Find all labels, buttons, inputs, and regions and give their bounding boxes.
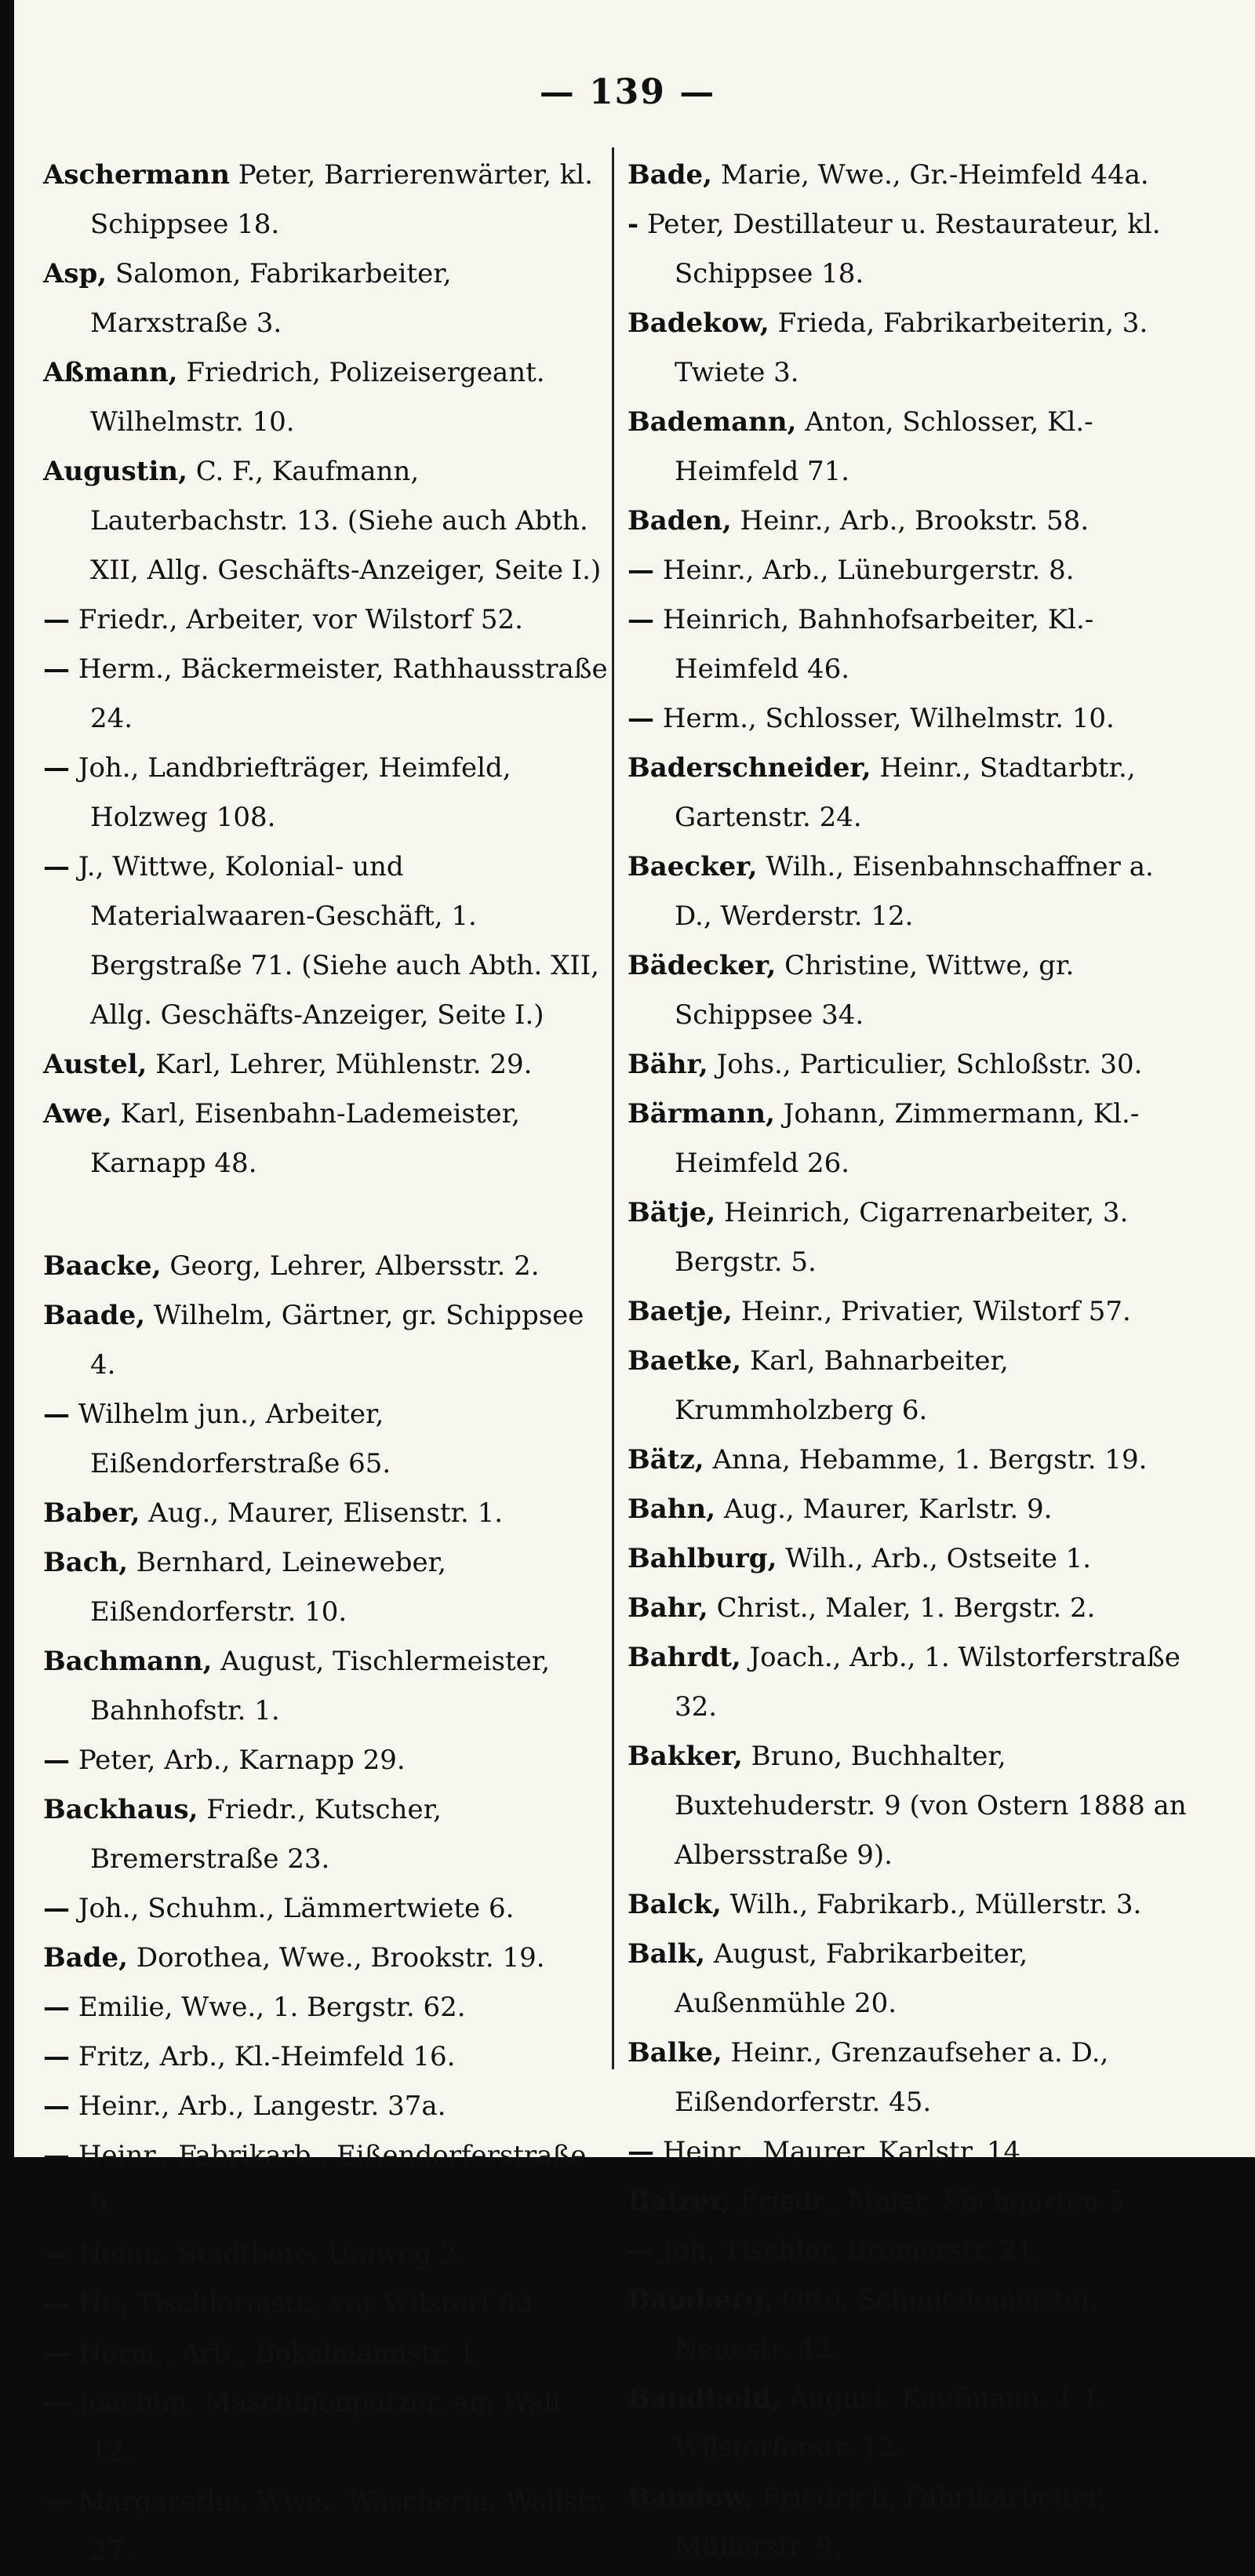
entry-surname: —: [43, 653, 70, 685]
entry-surname: —: [628, 2136, 654, 2167]
directory-entry: [628, 1584, 1192, 1633]
directory-entry: [628, 2374, 1192, 2473]
entry-details: Friedrich, Fabrikarbeiter, Müllerstr. 9.: [675, 2482, 1107, 2563]
entry-surname: Badekow,: [628, 307, 769, 339]
directory-entry: [628, 1880, 1192, 1930]
directory-entry: [628, 2177, 1192, 2226]
directory-entry: [43, 2131, 608, 2230]
entry-details: Karl, Bahnarbeiter, Krummholzberg 6.: [675, 1345, 1009, 1426]
entry-surname: Bätje,: [628, 1197, 716, 1228]
entry-details: Wilh., Fabrikarb., Müllerstr. 3.: [729, 1889, 1142, 1920]
entry-details: Bernhard, Leineweber, Eißendorferstr. 10.: [90, 1547, 446, 1628]
entry-surname: —: [43, 2338, 70, 2369]
entry-details: Wilh., Eisenbahnschaffner a. D., Werderstr. 12.: [675, 851, 1154, 932]
entry-details: Friedr., Kutscher, Bremerstraße 23.: [90, 1794, 442, 1875]
directory-entry: [628, 595, 1192, 694]
entry-details: Heinrich, Bahnhofsarbeiter, Kl.-Heimfeld 46.: [662, 604, 1094, 685]
entry-surname: —: [43, 2041, 70, 2072]
directory-entry: [43, 1934, 608, 1983]
entry-details: Christine, Wittwe, gr. Schippsee 34.: [675, 950, 1075, 1031]
directory-entry: [43, 2329, 608, 2378]
entry-surname: Awe,: [43, 1098, 112, 1130]
entry-surname: Baacke,: [43, 1250, 162, 1282]
directory-entry: [43, 447, 608, 595]
entry-details: Herm., Schlosser, Wilhelmstr. 10.: [662, 703, 1115, 734]
entry-details: Peter, Arb., Karnapp 29.: [78, 1745, 406, 1776]
entry-surname: —: [628, 703, 654, 734]
entry-surname: Bätz,: [628, 1444, 704, 1475]
directory-entry: [43, 1390, 608, 1489]
page-number: — 139 —: [539, 72, 716, 112]
entry-details: Herm., Arb., Bokelmannstr. 1.: [78, 2338, 484, 2369]
entry-surname: Baade,: [43, 1300, 146, 1331]
entry-surname: Bandow,: [628, 2482, 754, 2513]
entry-details: Hr., Tischlermstr., vor Wilstorf 83.: [78, 2288, 542, 2319]
directory-entry: [628, 1633, 1192, 1732]
entry-details: Friedrich, Polizeisergeant. Wilhelmstr. 10.: [90, 357, 545, 438]
entry-details: Heinr., Fabrikarb., Eißendorferstraße 9.: [78, 2140, 587, 2221]
entry-surname: —: [628, 2235, 654, 2266]
entry-surname: Bamberg,: [628, 2284, 773, 2316]
directory-entry: [628, 1732, 1192, 1880]
entry-details: August, Fabrikarbeiter, Außenmühle 20.: [675, 1938, 1028, 2019]
directory-entry: [628, 2276, 1192, 2374]
entry-details: Heinrich, Cigarrenarbeiter, 3. Bergstr. 5.: [675, 1197, 1129, 1278]
entry-surname: Baber,: [43, 1497, 140, 1529]
directory-entry: [43, 842, 608, 1040]
directory-entry: [43, 1538, 608, 1637]
directory-entry: [43, 2082, 608, 2131]
entry-surname: Aßmann,: [43, 357, 178, 388]
entry-details: Margarethe, Wwe., Wäscherin, Wallstr. 27.: [78, 2486, 607, 2567]
entry-surname: —: [43, 851, 70, 882]
entry-details: Joh., Landbriefträger, Heimfeld, Holzweg 108.: [78, 752, 511, 833]
directory-entry: [628, 1090, 1192, 1188]
entry-surname: Baden,: [628, 505, 732, 537]
entry-details: Joach., Arb., 1. Wilstorferstraße 32.: [675, 1642, 1180, 1723]
entry-details: Georg, Lehrer, Albersstr. 2.: [169, 1250, 540, 1282]
entry-surname: Bakker,: [628, 1741, 743, 1772]
entry-surname: Bärmann,: [628, 1098, 775, 1130]
right-column: [628, 151, 1192, 2572]
entry-surname: Balk,: [628, 1938, 706, 1970]
entry-surname: Baetje,: [628, 1296, 733, 1327]
entry-details: Aug., Maurer, Karlstr. 9.: [723, 1494, 1053, 1525]
entry-details: August, Tischlermeister, Bahnhofstr. 1.: [90, 1646, 551, 1726]
directory-entry: [628, 1287, 1192, 1337]
entry-details: Otto, Schmiedemeister, Neuestr. 42.: [675, 2284, 1099, 2365]
entry-details: Heinr., Arb., Brookstr. 58.: [740, 505, 1089, 537]
entry-details: Christ., Maler, 1. Bergstr. 2.: [716, 1592, 1096, 1624]
entry-surname: —: [43, 1399, 70, 1430]
entry-surname: Bade,: [43, 1942, 129, 1974]
entry-details: Joh., Schuhm., Lämmertwiete 6.: [78, 1893, 515, 1924]
directory-entry: [628, 1485, 1192, 1534]
entry-details: Karl, Eisenbahn-Lademeister, Karnapp 48.: [90, 1098, 520, 1179]
entry-surname: Bach,: [43, 1547, 129, 1578]
directory-entry: [43, 1736, 608, 1785]
directory-entry: [628, 1188, 1192, 1287]
entry-surname: —: [628, 555, 654, 586]
entry-surname: Bademann,: [628, 406, 797, 438]
directory-entry: [43, 2230, 608, 2279]
directory-entry: [43, 595, 608, 645]
directory-entry: [43, 2032, 608, 2082]
entry-details: Anton, Schlosser, Kl.-Heimfeld 71.: [675, 406, 1093, 487]
directory-entry: [628, 497, 1192, 546]
entry-details: Friedr., Maler, Küchgarten 5.: [739, 2185, 1134, 2217]
directory-entry: [628, 694, 1192, 744]
directory-entry: [43, 744, 608, 842]
directory-entry: [628, 2473, 1192, 2572]
directory-entry: [43, 645, 608, 744]
entry-surname: Bädecker,: [628, 950, 777, 981]
entry-surname: Bandhold,: [628, 2383, 781, 2414]
entry-details: Emilie, Wwe., 1. Bergstr. 62.: [78, 1992, 466, 2023]
directory-entry: [628, 2127, 1192, 2177]
directory-entry: [43, 1291, 608, 1390]
entry-surname: Asp,: [43, 258, 107, 289]
directory-entry: [43, 151, 608, 249]
entry-surname: Balck,: [628, 1889, 722, 1920]
entry-details: Johann, Zimmermann, Kl.-Heimfeld 26.: [675, 1098, 1140, 1179]
directory-entry: [628, 151, 1192, 200]
entry-surname: Baecker,: [628, 851, 758, 882]
directory-entry: [628, 398, 1192, 497]
directory-entry: [628, 2028, 1192, 2127]
entry-surname: —: [43, 2387, 70, 2418]
entry-surname: —: [628, 604, 654, 635]
entry-details: J., Wittwe, Kolonial- und Materialwaaren-Geschäft, 1. Bergstraße 71. (Siehe auch Abth. XII, Allg. Geschäfts-Anzeiger, Seite I.): [78, 851, 599, 1031]
entry-surname: —: [43, 604, 70, 635]
entry-surname: Baderschneider,: [628, 752, 871, 784]
entry-surname: —: [43, 2090, 70, 2122]
entry-details: Aug., Maurer, Elisenstr. 1.: [148, 1497, 504, 1529]
directory-entry: [628, 2226, 1192, 2276]
directory-entry: [43, 2279, 608, 2329]
entry-surname: Bahrdt,: [628, 1642, 741, 1673]
entry-surname: Bähr,: [628, 1049, 708, 1080]
directory-entry: [43, 1884, 608, 1934]
entry-details: Johs., Particulier, Schloßstr. 30.: [716, 1049, 1143, 1080]
directory-entry: [43, 1489, 608, 1538]
entry-surname: —: [43, 1992, 70, 2023]
directory-entry: [628, 546, 1192, 595]
entry-surname: —: [43, 1893, 70, 1924]
directory-entry: [628, 299, 1192, 398]
entry-details: Heinr., Stadtarbtr., Gartenstr. 24.: [675, 752, 1136, 833]
entry-details: Heinr., Privatier, Wilstorf 57.: [740, 1296, 1131, 1327]
entry-details: Joachim, Maschinenputzer, am Wall 12.: [78, 2387, 561, 2468]
directory-entry: [43, 249, 608, 348]
entry-details: Heinr., Grenzaufseher a. D., Eißendorferstr. 45.: [675, 2037, 1109, 2118]
entry-surname: Austel,: [43, 1049, 147, 1080]
entry-details: August, Kaufmann, 1 1. Wilstorferstr. 12.: [675, 2383, 1108, 2464]
entry-details: Peter, Destillateur u. Restaurateur, kl. Schippsee 18.: [646, 209, 1161, 289]
entry-details: C. F., Kaufmann, Lauterbachstr. 13. (Siehe auch Abth. XII, Allg. Geschäfts-Anzeiger, Seite I.): [90, 456, 602, 586]
page-edge-shadow: [0, 0, 14, 2157]
entry-details: Fritz, Arb., Kl.-Heimfeld 16.: [78, 2041, 456, 2072]
entry-details: Wilh., Arb., Ostseite 1.: [785, 1543, 1092, 1574]
entry-surname: —: [43, 2239, 70, 2270]
entry-surname: -: [628, 209, 639, 240]
entry-surname: Augustin,: [43, 456, 187, 487]
directory-entry: [43, 1983, 608, 2032]
entry-details: Heinr., Arb., Lüneburgerstr. 8.: [662, 555, 1075, 586]
directory-entry: [43, 1040, 608, 1090]
directory-entry: [628, 1337, 1192, 1435]
entry-surname: —: [43, 2486, 70, 2517]
entry-details: Heinr., Arb., Langestr. 37a.: [78, 2090, 446, 2122]
entry-surname: Balzer,: [628, 2185, 731, 2217]
entry-surname: —: [43, 1745, 70, 1776]
directory-entry: [43, 2477, 608, 2576]
entry-details: Heinr., Maurer, Karlstr. 14.: [662, 2136, 1029, 2167]
directory-entry: [628, 941, 1192, 1040]
directory-entry: [43, 1785, 608, 1884]
entry-details: Peter, Barrierenwärter, kl. Schippsee 18.: [90, 159, 593, 240]
entry-details: Bruno, Buchhalter, Buxtehuderstr. 9 (von Ostern 1888 an Albersstraße 9).: [675, 1741, 1187, 1871]
directory-entry: [628, 1040, 1192, 1090]
directory-entry: [43, 1242, 608, 1291]
directory-entry: [43, 2378, 608, 2477]
entry-details: Frieda, Fabrikarbeiterin, 3. Twiete 3.: [675, 307, 1148, 388]
entry-surname: Bahr,: [628, 1592, 708, 1624]
entry-surname: Bahn,: [628, 1494, 716, 1525]
entry-surname: Aschermann: [43, 159, 230, 191]
directory-entry: [43, 1637, 608, 1736]
entry-details: Joh, Tischler, Bremerstr. 21.: [662, 2235, 1042, 2266]
entry-surname: Balke,: [628, 2037, 722, 2068]
entry-surname: Bade,: [628, 159, 713, 191]
column-divider: [612, 147, 614, 2069]
entry-surname: Baetke,: [628, 1345, 742, 1377]
entry-details: Heinr., Stadtbote, Umweg 2.: [78, 2239, 465, 2270]
directory-entry: [628, 200, 1192, 299]
entry-surname: —: [43, 2140, 70, 2171]
entry-details: Friedr., Arbeiter, vor Wilstorf 52.: [78, 604, 523, 635]
entry-details: Dorothea, Wwe., Brookstr. 19.: [136, 1942, 545, 1974]
directory-entry: [628, 1435, 1192, 1485]
entry-surname: Backhaus,: [43, 1794, 198, 1825]
entry-surname: —: [43, 2288, 70, 2319]
left-column: [43, 151, 608, 2576]
entry-details: Salomon, Fabrikarbeiter, Marxstraße 3.: [90, 258, 452, 339]
entry-details: Anna, Hebamme, 1. Bergstr. 19.: [712, 1444, 1148, 1475]
entry-details: Marie, Wwe., Gr.-Heimfeld 44a.: [720, 159, 1149, 191]
directory-entry: [628, 744, 1192, 842]
directory-entry: [43, 348, 608, 447]
entry-surname: Bachmann,: [43, 1646, 213, 1677]
directory-entry: [43, 1090, 608, 1188]
directory-entry: [628, 1930, 1192, 2028]
entry-details: Wilhelm jun., Arbeiter, Eißendorferstraße 65.: [78, 1399, 391, 1479]
entry-details: Karl, Lehrer, Mühlenstr. 29.: [155, 1049, 533, 1080]
directory-entry: [628, 842, 1192, 941]
entry-details: Herm., Bäckermeister, Rathhausstraße 24.: [78, 653, 608, 734]
entry-surname: —: [43, 752, 70, 784]
entry-surname: Bahlburg,: [628, 1543, 777, 1574]
directory-entry: [628, 1534, 1192, 1584]
entry-details: Wilhelm, Gärtner, gr. Schippsee 4.: [90, 1300, 584, 1381]
